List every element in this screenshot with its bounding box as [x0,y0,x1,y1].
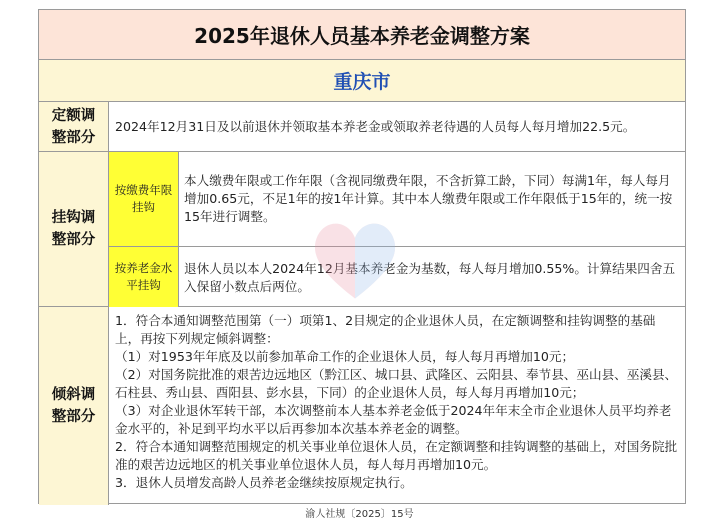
years-linked-text: 本人缴费年限或工作年限（含视同缴费年限，不含折算工龄，下同）每满1年，每人每月增加0.65元，不足1年的按1年计算。其中本人缴费年限或工作年限低于15年的，统一按15年进行调整。 [184,173,673,224]
pension-linked-label: 按养老金水平挂钩 [109,247,179,307]
pension-adjustment-table [38,9,686,504]
tilt-line-2: （1）对1953年年底及以前参加革命工作的企业退休人员，每人每月再增加10元； [115,349,575,364]
fixed-adjustment-row [39,102,685,152]
linked-adjustment-row [39,152,685,307]
tilt-adjustment-text [115,312,679,492]
page-title: 2025年退休人员基本养老金调整方案 [39,10,685,60]
tilt-adjustment-row [39,307,685,505]
pension-linked-text: 退休人员以本人2024年12月基本养老金为基数，每人每月增加0.55%。计算结果四舍五入保留小数点后两位。 [184,261,676,294]
fixed-adjustment-text: 2024年12月31日及以前退休并领取基本养老金或领取养老待遇的人员每人每月增加22.5元。 [115,119,636,134]
tilt-line-5: 2．符合本通知调整范围规定的机关事业单位退休人员，在定额调整和挂钩调整的基础上，对国务院批准的艰苦边远地区的机关事业单位退休人员，每人每月再增加10元。 [115,439,678,472]
tilt-adjustment-label: 倾斜调整部分 [39,307,109,505]
city-name: 重庆市 [39,60,685,102]
tilt-line-4: （3）对企业退休军转干部，本次调整前本人基本养老金低于2024年年末全市企业退休人员平均养老金水平的，补足到平均水平以后再参加本次基本养老金的调整。 [115,403,672,436]
tilt-line-6: 3．退休人员增发高龄人员养老金继续按原规定执行。 [115,475,413,490]
fixed-adjustment-label: 定额调整部分 [39,102,109,151]
tilt-line-3: （2）对国务院批准的艰苦边远地区（黔江区、城口县、武隆区、云阳县、奉节县、巫山县、巫溪县、石柱县、秀山县、酉阳县、彭水县，下同）的企业退休人员，每人每月再增加10元； [115,367,678,400]
linked-adjustment-label: 挂钩调整部分 [39,152,109,306]
sub-row-divider [109,246,685,247]
years-linked-label: 按缴费年限挂钩 [109,152,179,246]
tilt-line-1: 1．符合本通知调整范围第（一）项第1、2目规定的企业退休人员，在定额调整和挂钩调整的基础上，再按下列规定倾斜调整： [115,313,656,346]
document-number: 渝人社规〔2025〕15号 [305,509,414,520]
